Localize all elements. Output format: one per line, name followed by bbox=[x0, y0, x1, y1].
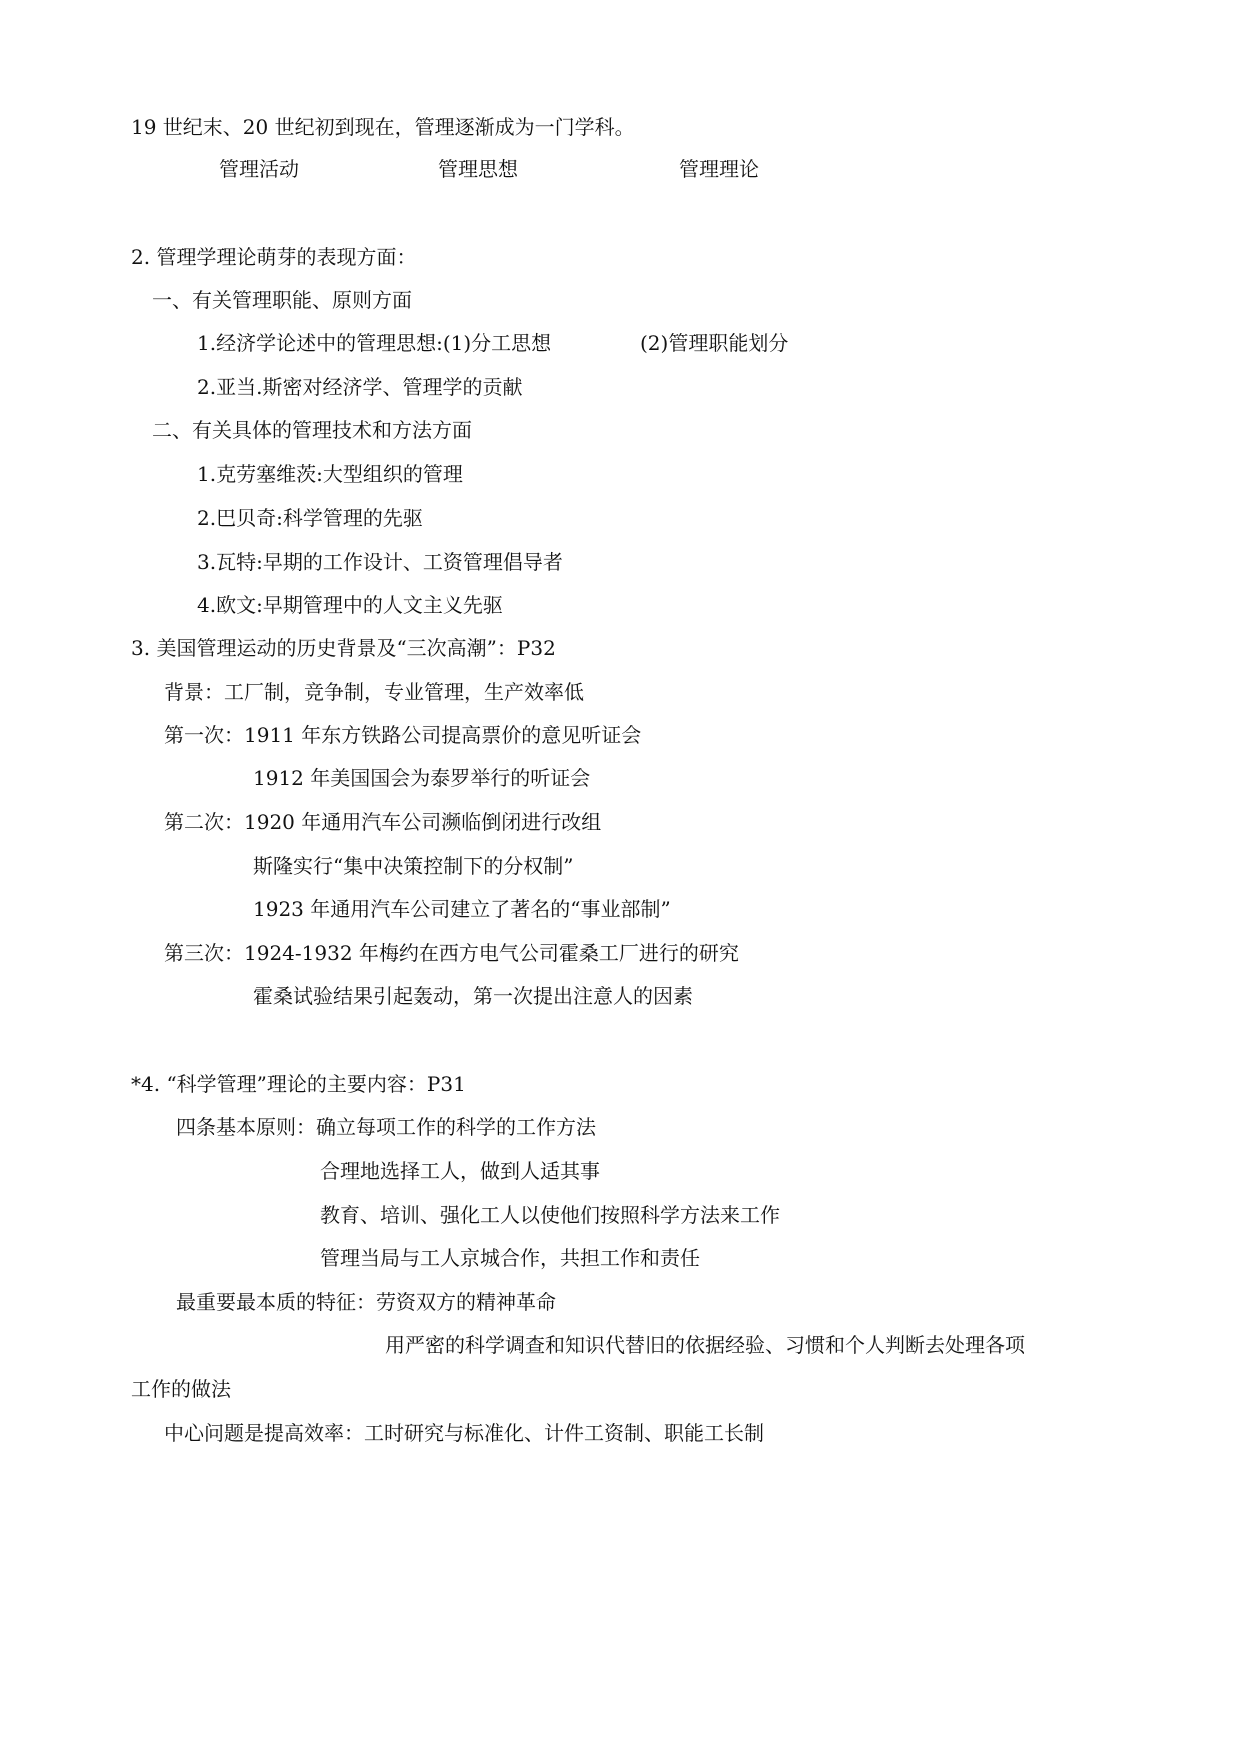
section2-part2-title: 二、有关具体的管理技术和方法方面 bbox=[152, 418, 472, 442]
section3-second-wave-cont: 斯隆实行“集中决策控制下的分权制” bbox=[253, 854, 574, 878]
section4-heading: *4. “科学管理”理论的主要内容：P31 bbox=[131, 1072, 466, 1096]
section3-first-wave-cont: 1912 年美国国会为泰罗举行的听证会 bbox=[253, 766, 591, 790]
section4-essence-title: 最重要最本质的特征：劳资双方的精神革命 bbox=[176, 1290, 556, 1314]
section2-part1-item1a: 1.经济学论述中的管理思想:(1)分工思想 bbox=[197, 331, 552, 355]
section2-part2-item: 2.巴贝奇:科学管理的先驱 bbox=[197, 506, 423, 530]
section4-principles-title: 四条基本原则：确立每项工作的科学的工作方法 bbox=[176, 1115, 596, 1139]
section4-essence-detail-cont: 工作的做法 bbox=[131, 1377, 231, 1401]
stage-management-theory: 管理理论 bbox=[679, 157, 759, 181]
section3-first-wave: 第一次：1911 年东方铁路公司提高票价的意见听证会 bbox=[164, 723, 642, 747]
section2-part1-title: 一、有关管理职能、原则方面 bbox=[152, 288, 412, 312]
intro-line: 19 世纪末、20 世纪初到现在，管理逐渐成为一门学科。 bbox=[131, 115, 635, 139]
section2-part2-item: 1.克劳塞维茨:大型组织的管理 bbox=[197, 462, 463, 486]
section4-center: 中心问题是提高效率：工时研究与标准化、计件工资制、职能工长制 bbox=[164, 1421, 764, 1445]
section3-third-wave: 第三次：1924-1932 年梅约在西方电气公司霍桑工厂进行的研究 bbox=[164, 941, 739, 965]
section2-part2-item: 4.欧文:早期管理中的人文主义先驱 bbox=[197, 593, 503, 617]
section2-part1-item2: 2.亚当.斯密对经济学、管理学的贡献 bbox=[197, 375, 523, 399]
section3-second-wave: 第二次：1920 年通用汽车公司濒临倒闭进行改组 bbox=[164, 810, 602, 834]
section3-background: 背景：工厂制，竞争制，专业管理，生产效率低 bbox=[164, 680, 584, 704]
section2-part1-item1b: (2)管理职能划分 bbox=[640, 331, 789, 355]
section2-part2-item: 3.瓦特:早期的工作设计、工资管理倡导者 bbox=[197, 550, 563, 574]
section2-heading: 2. 管理学理论萌芽的表现方面： bbox=[131, 245, 417, 269]
section3-second-wave-cont: 1923 年通用汽车公司建立了著名的“事业部制” bbox=[253, 897, 671, 921]
section3-third-wave-cont: 霍桑试验结果引起轰动，第一次提出注意人的因素 bbox=[253, 984, 693, 1008]
section4-principle: 教育、培训、强化工人以使他们按照科学方法来工作 bbox=[320, 1203, 780, 1227]
section4-principle: 合理地选择工人，做到人适其事 bbox=[320, 1159, 600, 1183]
stage-management-activity: 管理活动 bbox=[219, 157, 299, 181]
section4-principle: 管理当局与工人京城合作，共担工作和责任 bbox=[320, 1246, 700, 1270]
stage-management-thought: 管理思想 bbox=[438, 157, 518, 181]
section4-essence-detail: 用严密的科学调查和知识代替旧的依据经验、习惯和个人判断去处理各项 bbox=[385, 1333, 1025, 1357]
section3-heading: 3. 美国管理运动的历史背景及“三次高潮”：P32 bbox=[131, 636, 556, 660]
